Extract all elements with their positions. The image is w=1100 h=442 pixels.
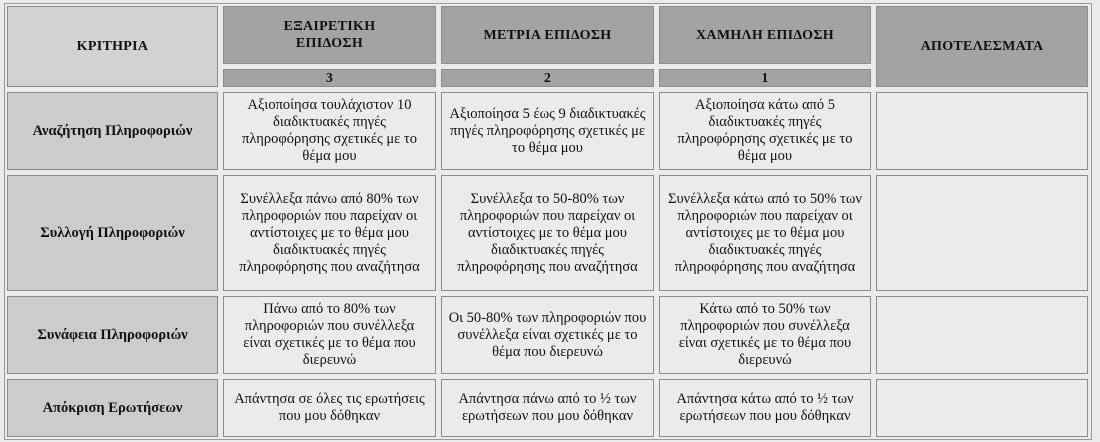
rubric-cell: Κάτω από το 50% των πληροφοριών που συνέλλεξα είναι σχετικές με το θέμα που διερευνώ <box>659 296 871 374</box>
result-cell[interactable] <box>876 92 1088 170</box>
level-title-line2: ΕΠΙΔΟΣΗ <box>295 36 364 51</box>
rubric-cell: Αξιοποίησα κάτω από 5 διαδικτυακές πηγές πληροφόρησης σχετικές με το θέμα μου <box>659 92 871 170</box>
rubric-cell: Συνέλλεξα πάνω από 80% των πληροφοριών που παρείχαν οι αντίστοιχες με το θέμα μου διαδικτυακές πηγές πληροφόρησης που αναζήτησα <box>223 175 436 291</box>
rubric-cell: Συνέλλεξα το 50-80% των πληροφοριών που παρείχαν οι αντίστοιχες με το θέμα μου διαδικτυακές πηγές πληροφόρησης που αναζήτησα <box>441 175 654 291</box>
rubric-cell: Συνέλλεξα κάτω από το 50% των πληροφοριών που παρείχαν οι αντίστοιχες με το θέμα μου διαδικτυακές πηγές πληροφόρησης που αναζήτησα <box>659 175 871 291</box>
result-cell[interactable] <box>876 296 1088 374</box>
criterion-label: Απόκριση Ερωτήσεων <box>7 379 218 437</box>
rubric-cell: Αξιοποίησα τουλάχιστον 10 διαδικτυακές πηγές πληροφόρησης σχετικές με το θέμα μου <box>223 92 436 170</box>
result-cell[interactable] <box>876 379 1088 437</box>
criteria-header: ΚΡΙΤΗΡΙΑ <box>7 6 218 87</box>
criterion-label: Συνάφεια Πληροφοριών <box>7 296 218 374</box>
score-medium: 2 <box>441 69 654 87</box>
rubric-cell: Απάντησα κάτω από το ½ των ερωτήσεων που μου δόθηκαν <box>659 379 871 437</box>
rubric-cell: Οι 50-80% των πληροφοριών που συνέλλεξα είναι σχετικές με το θέμα που διερευνώ <box>441 296 654 374</box>
score-excellent: 3 <box>223 69 436 87</box>
result-cell[interactable] <box>876 175 1088 291</box>
results-header: ΑΠΟΤΕΛΕΣΜΑΤΑ <box>876 6 1088 87</box>
level-header-low: ΧΑΜΗΛΗ ΕΠΙΔΟΣΗ <box>659 6 871 64</box>
criterion-label: Συλλογή Πληροφοριών <box>7 175 218 291</box>
score-low: 1 <box>659 69 871 87</box>
level-header-excellent <box>223 6 436 64</box>
level-title-line1: ΕΞΑΙΡΕΤΙΚΗ <box>283 19 376 34</box>
criterion-label: Αναζήτηση Πληροφοριών <box>7 92 218 170</box>
level-header-medium: ΜΕΤΡΙΑ ΕΠΙΔΟΣΗ <box>441 6 654 64</box>
rubric-cell: Αξιοποίησα 5 έως 9 διαδικτυακές πηγές πληροφόρησης σχετικές με το θέμα μου <box>441 92 654 170</box>
rubric-cell: Απάντησα πάνω από το ½ των ερωτήσεων που μου δόθηκαν <box>441 379 654 437</box>
rubric-cell: Πάνω από το 80% των πληροφοριών που συνέλλεξα είναι σχετικές με το θέμα που διερευνώ <box>223 296 436 374</box>
rubric-cell: Απάντησα σε όλες τις ερωτήσεις που μου δόθηκαν <box>223 379 436 437</box>
